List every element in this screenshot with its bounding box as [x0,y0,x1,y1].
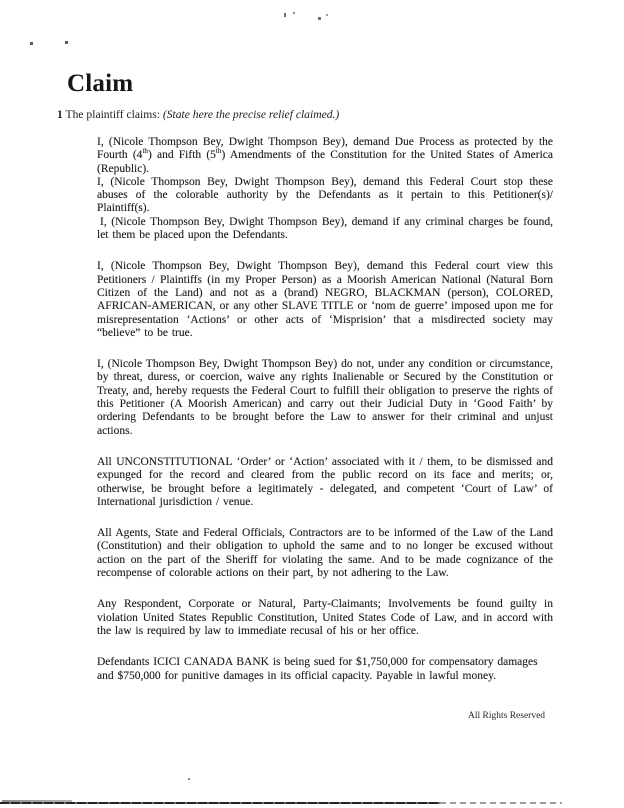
paragraph-group-respondents [97,598,553,638]
claim-label: The plaintiff claims: [65,108,160,121]
scan-edge-artifact [0,802,440,804]
paragraph-group-no-waiver [97,358,553,438]
claim-number: 1 [57,108,63,121]
paragraph: I, (Nicole Thompson Bey, Dwight Thompson Bey), demand this Federal Court stop these abuses of the colorable authority by the Defendants as it pertain to this Petitioner(s)/ Plaintiff(s). [97,175,553,215]
paragraph-group-unconstitutional-orders [97,456,553,509]
scan-speck-artifact [326,14,328,16]
paragraph: Any Respondent, Corporate or Natural, Party-Claimants; Involvements be found guilty in violation United States Republic Constitution, United States Code of Law, and in accord with the law is required by law to immediate recusal of his or her office. [97,598,553,637]
paragraph: I, (Nicole Thompson Bey, Dwight Thompson Bey), demand this Federal court view this Petitioners / Plaintiffs (in my Proper Person) as a Moorish American National (Natural Born Citizen of the Land) and not as a (brand) NEGRO, BLACKMAN (person), COLORED, AFRICAN-AMERICAN, or any other SLAVE TITLE or ‘nom de guerre’ imposed upon me for misrepresentation ‘Actions’ or other acts of ‘Misprision’ that a misdirected society may “believe” to be true. [97,260,553,339]
paragraph: All Agents, State and Federal Officials, Contractors are to be informed of the Law of the Land (Constitution) and their obligation to uphold the same and to no longer be excused without action on the part of the Sheriff for violating the same. And to be made cognizance of the recompense of colorable actions on their part, by not adhering to the Law. [97,527,553,580]
paragraph: I, (Nicole Thompson Bey, Dwight Thompson Bey), demand Due Process as protected by the Fourth (4th) and Fifth (5th) Amendments of the Constitution for the United States of America (Republic). [97,136,554,175]
paragraph-group-demands [97,136,553,242]
paragraph: I, (Nicole Thompson Bey, Dwight Thompson Bey) do not, under any condition or circumstance, by threat, duress, or coercion, waive any rights Inalienable or Secured by the Constitution or Treaty, and, hereby requests the Federal Court to fulfill their obligation to preserve the rights of this Petitioner (A Moorish American) and carry out their Judicial Duty in ‘Good Faith’ by ordering Defendants to be brought before the Law to answer for their criminal and unjust actions. [97,358,553,437]
scan-edge-artifact [440,802,562,804]
scan-speck-artifact [65,41,68,44]
scan-speck-artifact [284,13,286,17]
claim-body [97,136,553,701]
paragraph-group-national-status [97,260,553,340]
scan-speck-artifact [318,17,321,20]
paragraph-group-damages [97,656,553,683]
scan-speck-artifact [293,12,295,14]
claim-instruction: (State here the precise relief claimed.) [162,108,340,121]
claim-statement-line [57,108,339,121]
scan-speck-artifact [30,42,33,45]
rights-reserved-note: All Rights Reserved [468,711,546,721]
paragraph: I, (Nicole Thompson Bey, Dwight Thompson Bey), demand if any criminal charges be found, let them be placed upon the Defendants. [97,215,553,242]
paragraph: All UNCONSTITUTIONAL ‘Order’ or ‘Action’ associated with it / them, to be dismissed and expunged for the record and cleared from the public record on its face and merits; or, otherwise, be brought before a legitimately - delegated, and competent ‘Court of Law’ of International jurisdiction / venue. [97,455,553,508]
paragraph-group-agents-officials [97,527,553,580]
page-title: Claim [67,70,134,97]
scan-speck-artifact [188,778,190,780]
paragraph: Defendants ICICI CANADA BANK is being sued for $1,750,000 for compensatory damages and $750,000 for punitive damages in its official capacity. Payable in lawful money. [97,656,538,682]
